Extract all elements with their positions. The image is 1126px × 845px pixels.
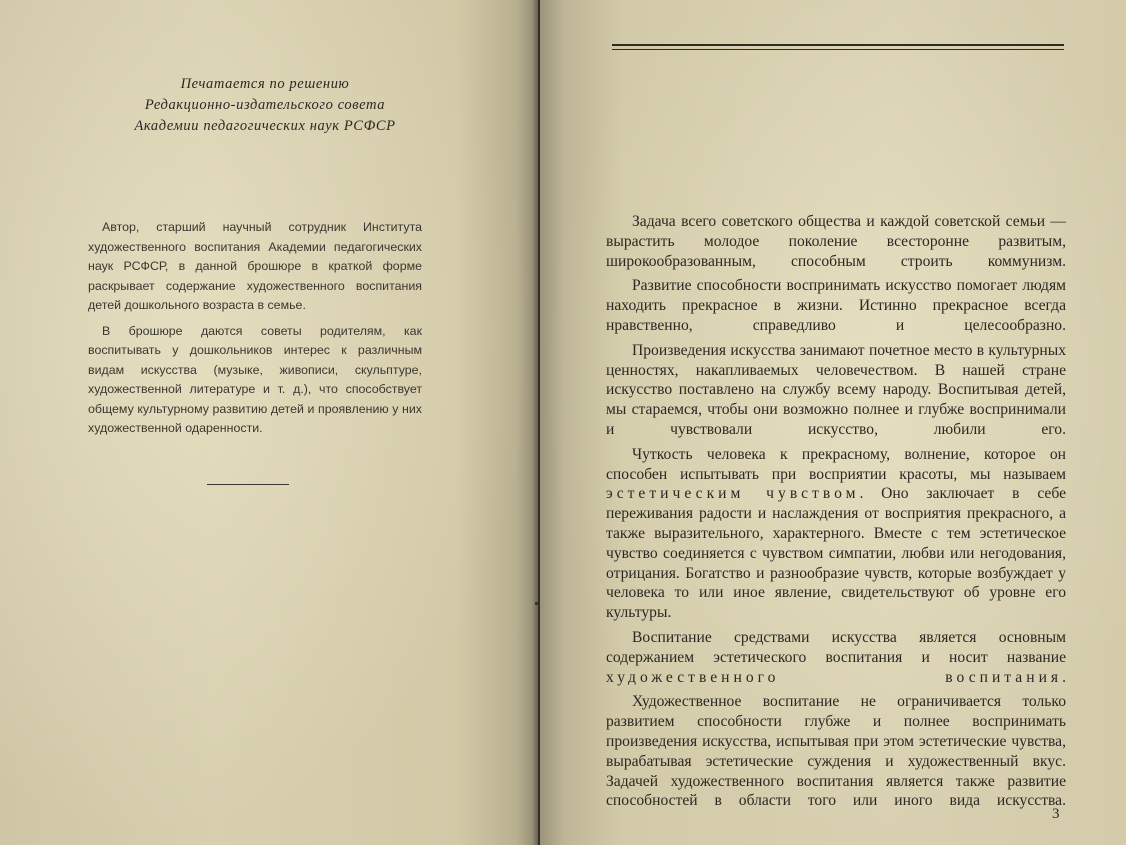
- imprint-notice: [110, 74, 420, 137]
- left-page: [0, 0, 538, 845]
- book-annotation: [88, 218, 422, 445]
- paragraph-text: .: [1062, 668, 1066, 686]
- body-paragraph: Произведения искусства занимают почетное место в культурных ценностях, накапливаемых человечеством. В нашей стране искусство поставлено на службу всему народу. Воспитывая детей, мы стараемся, чтобы они возможно полнее и глубже воспринимали и чувствовали искусство, любили его.: [606, 341, 1066, 438]
- body-paragraph: Художественное воспитание не ограничивается только развитием способности глубже и полнее воспринимать произведения искусства, испытывая при этом эстетические чувства, вырабатывая эстетические суждения и художественный вкус. Задачей художественного воспитания является также развитие способностей в области того или иного вида искусства.: [606, 693, 1066, 810]
- divider-rule: [207, 484, 289, 485]
- paragraph-text: Чуткость человека к прекрасному, волнение, которое он способен испытывать при восприятии красоты, мы называем: [606, 445, 1066, 483]
- emphasized-term: художественного воспитания: [606, 668, 1063, 686]
- body-paragraph: [606, 445, 1066, 623]
- header-double-rule: [612, 44, 1064, 50]
- body-paragraph: [606, 628, 1066, 687]
- body-paragraph: Развитие способности воспринимать искусство помогает людям находить прекрасное в жизни. Истинно прекрасное всегда нравственно, справедливо и целесообразно.: [606, 277, 1066, 334]
- annotation-paragraph: Автор, старший научный сотрудник Института художественного воспитания Академии педагогических наук РСФСР, в данной брошюре в краткой форме раскрывает содержание художественного воспитания детей дошкольного возраста в семье.: [88, 220, 422, 312]
- imprint-line: Академии педагогических наук РСФСР: [134, 118, 396, 134]
- imprint-line: Редакционно-издательского совета: [144, 97, 386, 113]
- paragraph-text: Воспитание средствами искусства является основным содержанием эстетического воспитания и носит название: [606, 628, 1066, 666]
- binding-mark: [535, 602, 538, 605]
- emphasized-term: эстетическим чувством: [606, 485, 860, 503]
- page-number: 3: [1052, 806, 1060, 822]
- body-paragraph: Задача всего советского общества и каждой советской семьи — вырастить молодое поколение всесторонне развитым, широкообразованным, способным строить коммунизм.: [606, 213, 1066, 270]
- paragraph-text: . Оно заключает в себе переживания радости и наслаждения от восприятия прекрасного, а также выразительного, характерного. Вместе с тем эстетическое чувство соединяется с чувством симпатии, любви или негодования, отрицания. Богатство и разнообразие чувств, которые возбуждает у человека то или иное явление, свидетельствуют об уровне его культуры.: [606, 485, 1067, 622]
- right-page: [540, 0, 1126, 845]
- imprint-line: Печатается по решению: [180, 76, 350, 92]
- main-text: [606, 212, 1066, 816]
- annotation-paragraph: В брошюре даются советы родителям, как воспитывать у дошкольников интерес к различным видам искусства (музыке, живописи, скульптуре, художественной литературе и т. д.), что способствует общему культурному развитию детей и проявлению у них художественной одаренности.: [88, 323, 422, 435]
